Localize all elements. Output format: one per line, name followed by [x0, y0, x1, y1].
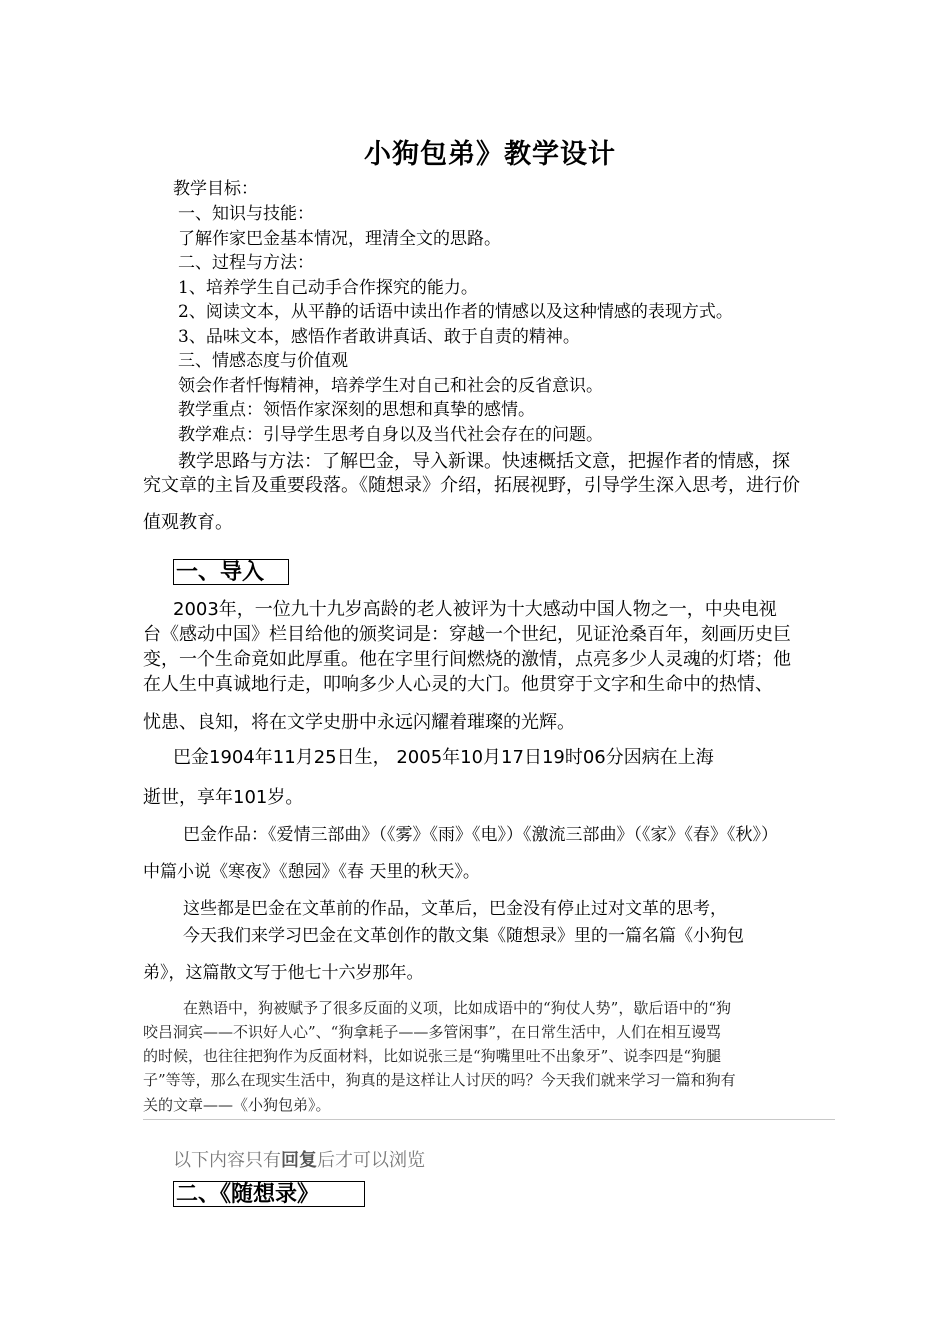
- goal-line: 2、阅读文本，从平静的话语中读出作者的情感以及这种情感的表现方式。: [178, 302, 733, 322]
- goals-heading: 教学目标：: [173, 179, 258, 199]
- paragraph-line: 这些都是巴金在文革前的作品，文革后，巴金没有停止过对文革的思考，: [183, 899, 727, 919]
- intro-line: 关的文章——《小狗包弟》。: [143, 1096, 331, 1114]
- paragraph-line: 在人生中真诚地行走，叩响多少人心灵的大门。他贯穿于文字和生命中的热情、: [143, 674, 773, 695]
- goal-line: 了解作家巴金基本情况，理清全文的思路。: [178, 229, 501, 249]
- notice-text: 以下内容只有: [173, 1150, 281, 1171]
- intro-line: 咬吕洞宾——不识好人心”、“狗拿耗子——多管闲事”，在日常生活中，人们在相互谩骂: [143, 1023, 722, 1041]
- paragraph-line: 2003年，一位九十九岁高龄的老人被评为十大感动中国人物之一，中央电视: [173, 599, 777, 620]
- section-heading-suixianglu: 二、《随想录》: [173, 1181, 365, 1207]
- reply-notice: [173, 1146, 425, 1172]
- paragraph-line: 台《感动中国》栏目给他的颁奖词是：穿越一个世纪，见证沧桑百年，刻画历史巨: [143, 624, 791, 645]
- paragraph-line: 忧患、良知，将在文学史册中永远闪耀着璀璨的光辉。: [143, 712, 575, 733]
- goal-line: 二、过程与方法：: [178, 253, 314, 273]
- goal-line: 领会作者忏悔精神，培养学生对自己和社会的反省意识。: [178, 376, 603, 396]
- method-line: 究文章的主旨及重要段落。《随想录》介绍，拓展视野，引导学生深入思考，进行价: [143, 475, 800, 496]
- goal-line: 3、品味文本，感悟作者敢讲真话、敢于自责的精神。: [178, 327, 580, 347]
- goal-line: 三、情感态度与价值观: [178, 351, 348, 371]
- paragraph-line: 弟》，这篇散文写于他七十六岁那年。: [143, 963, 424, 983]
- reply-link[interactable]: 回复: [281, 1150, 317, 1171]
- goal-line: 一、知识与技能：: [178, 204, 314, 224]
- paragraph-line: 巴金1904年11月25日生， 2005年10月17日19时06分因病在上海: [173, 747, 714, 768]
- paragraph-line: 巴金作品：《爱情三部曲》（《雾》《雨》《电》）《激流三部曲》（《家》《春》《秋》）: [183, 825, 778, 845]
- key-point: 教学重点：领悟作家深刻的思想和真挚的感情。: [178, 400, 535, 420]
- section-heading-intro: 一、导入: [173, 559, 289, 585]
- method-line: 教学思路与方法：了解巴金，导入新课。快速概括文意，把握作者的情感，探: [178, 451, 790, 472]
- intro-line: 在熟语中，狗被赋予了很多反面的义项，比如成语中的“狗仗人势”，歇后语中的“狗: [183, 999, 732, 1017]
- goal-line: 1、培养学生自己动手合作探究的能力。: [178, 278, 478, 298]
- paragraph-line: 变，一个生命竟如此厚重。他在字里行间燃烧的激情，点亮多少人灵魂的灯塔；他: [143, 649, 791, 670]
- paragraph-line: 逝世，享年101岁。: [143, 787, 304, 808]
- difficult-point: 教学难点：引导学生思考自身以及当代社会存在的问题。: [178, 425, 603, 445]
- divider: [143, 1119, 835, 1120]
- paragraph-line: 中篇小说《寒夜》《憩园》《春 天里的秋天》。: [143, 862, 480, 882]
- notice-text: 后才可以浏览: [317, 1150, 425, 1171]
- paragraph-line: 今天我们来学习巴金在文革创作的散文集《随想录》里的一篇名篇《小狗包: [183, 926, 744, 946]
- intro-line: 子”等等，那么在现实生活中，狗真的是这样让人讨厌的吗？今天我们就来学习一篇和狗有: [143, 1071, 736, 1089]
- document-title: 小狗包弟》教学设计: [364, 139, 616, 170]
- intro-line: 的时候，也往往把狗作为反面材料，比如说张三是“狗嘴里吐不出象牙”、说李四是“狗腿: [143, 1047, 722, 1065]
- method-line: 值观教育。: [143, 512, 233, 533]
